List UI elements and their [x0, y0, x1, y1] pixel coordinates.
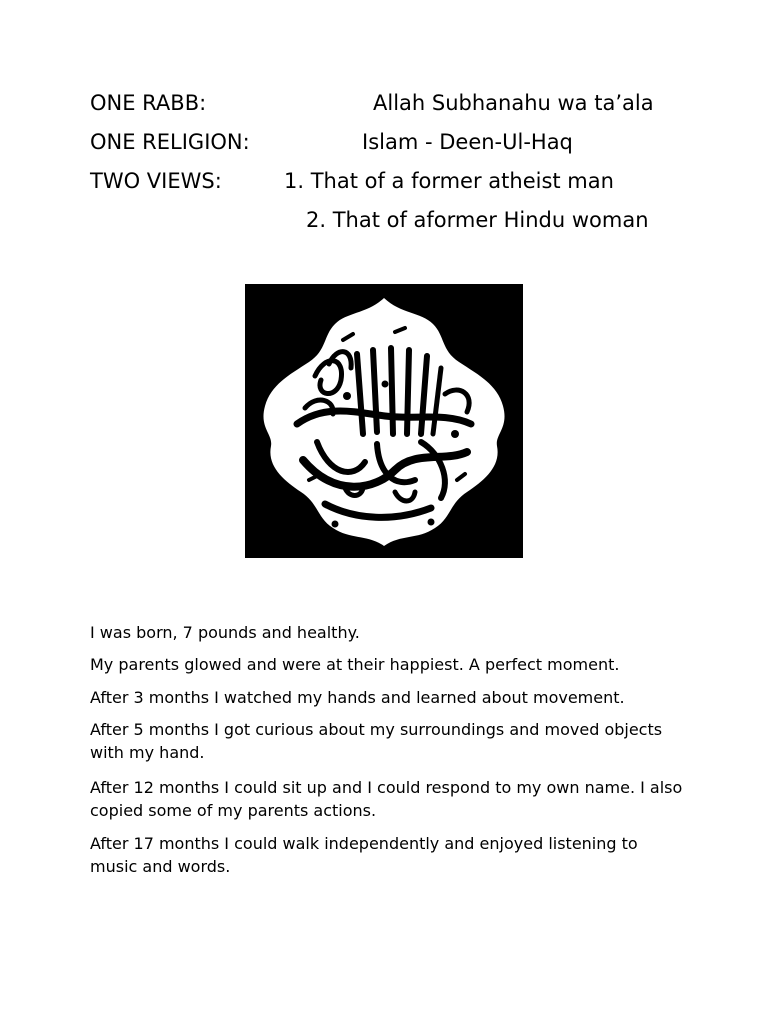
paragraph: After 3 months I watched my hands and learned about movement.	[90, 688, 625, 707]
paragraph: After 12 months I could sit up and I could respond to my own name. I also copied some of my parents actions.	[90, 778, 683, 820]
view-item-2: 2. That of aformer Hindu woman	[306, 208, 649, 232]
shahada-calligraphy-icon	[245, 284, 523, 558]
view-item-1: 1. That of a former atheist man	[284, 169, 614, 193]
religion-value: Islam - Deen-Ul-Haq	[362, 130, 573, 154]
rabb-value: Allah Subhanahu wa ta’ala	[373, 91, 654, 115]
paragraph: After 17 months I could walk independently and enjoyed listening to music and words.	[90, 834, 638, 876]
views-label: TWO VIEWS:	[90, 169, 222, 193]
paragraph: My parents glowed and were at their happiest. A perfect moment.	[90, 655, 620, 674]
rabb-label: ONE RABB:	[90, 91, 207, 115]
paragraph: I was born, 7 pounds and healthy.	[90, 623, 360, 642]
religion-label: ONE RELIGION:	[90, 130, 250, 154]
paragraph: After 5 months I got curious about my surroundings and moved objects with my hand.	[90, 720, 663, 762]
